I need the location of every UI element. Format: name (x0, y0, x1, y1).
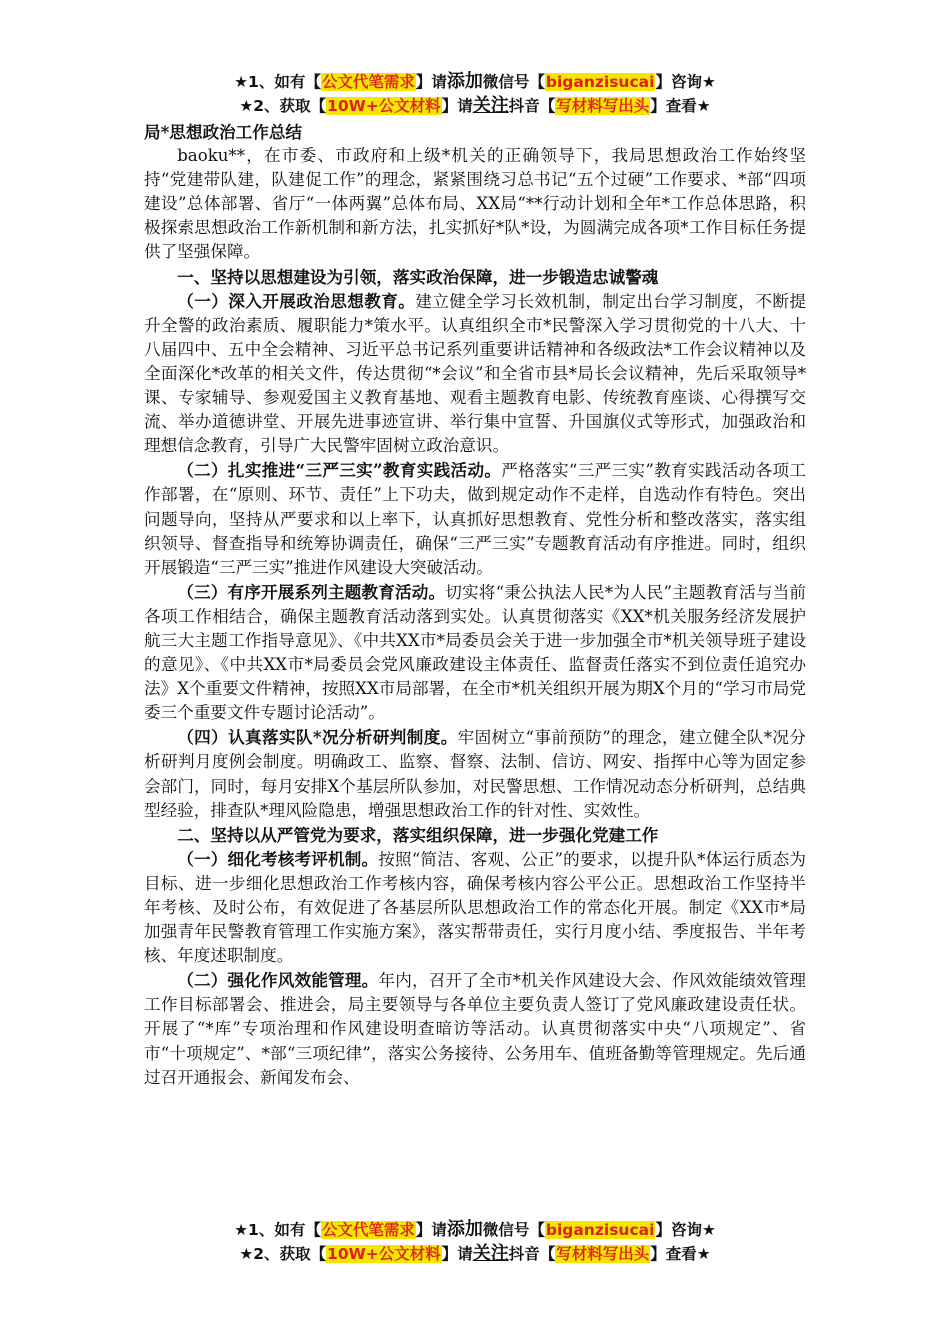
banner-text: 微信号【 (482, 73, 545, 91)
banner-text: ★1、如有【 (234, 1221, 321, 1239)
banner-highlight: biganzisucai (545, 1221, 655, 1239)
banner-highlight: biganzisucai (545, 73, 655, 91)
promo-banner-bottom-line1 (0, 1218, 950, 1242)
paragraph (144, 580, 806, 726)
banner-highlight: 公文代笔需求 (321, 73, 415, 91)
banner-highlight: 写材料写出头 (556, 97, 650, 115)
banner-text: 】查看★ (650, 97, 711, 115)
paragraph (144, 725, 806, 822)
paragraph-text: 年内，召开了全市*机关作风建设大会、作风效能绩效管理工作目标部署会、推进会，局主要领导与各单位主要负责人签订了党风廉政建设责任状。开展了“*库”专项治理和作风建设明查暗访等活动。认真贯彻落实中央“八项规定”、省市“十项规定”、*部“三项纪律”，落实公务接待、公务用车、值班备勤等管理规定。先后通过召开通报会、新闻发布会、 (144, 971, 807, 1087)
banner-highlight: 10W+公文材料 (327, 97, 441, 115)
subsection-heading: （一）细化考核考评机制。 (177, 848, 379, 869)
banner-emphasis: 添加 (446, 1219, 483, 1240)
paragraph-text: 切实将“秉公执法人民*为人民”主题教育活与当前各项工作相结合，确保主题教育活动落到实处。认真贯彻落实《XX*机关服务经济发展护航三大主题工作指导意见》、《中共XX市*局委员会关于进一步加强全市*机关领导班子建设的意见》、《中共XX市*局委员会党风廉政建设主体责任、监督责任落实不到位责任追究办法》X个重要文件精神，按照XX市局部署，在全市*机关组织开展为期X个月的“学习市局党委三个重要文件专题讨论活动”。 (144, 582, 807, 723)
subsection-heading: （一）深入开展政治思想教育。 (177, 290, 416, 311)
banner-text: 抖音【 (508, 1245, 556, 1263)
section-heading-2: 二、坚持以从严管党为要求，落实组织保障，进一步强化党建工作 (177, 824, 659, 845)
banner-text: 微信号【 (482, 1221, 545, 1239)
banner-emphasis: 添加 (446, 71, 483, 92)
banner-text: ★2、获取【 (239, 97, 327, 115)
promo-banner-top-line1 (0, 70, 950, 94)
subsection-heading: （二）扎实推进“三严三实”教育实践活动。 (177, 460, 502, 481)
subsection-heading: （三）有序开展系列主题教育活动。 (177, 581, 446, 602)
paragraph-text: 建立健全学习长效机制，制定出台学习制度，不断提升全警的政治素质、履职能力*策水平。认真组织全市*民警深入学习贯彻党的十八大、十八届四中、五中全会精神、习近平总书记系列重要讲话精神和各级政法*工作会议精神以及全面深化*改革的相关文件，传达贯彻“*会议”和全省市县*局长会议精神，先后采取领导*课、专家辅导、参观爱国主义教育基地、观看主题教育电影、传统教育座谈、心得撰写交流、举办道德讲堂、开展先进事迹宣讲、举行集中宣誓、升国旗仪式等形式，加强政治和理想信念教育，引导广大民警牢固树立政治意识。 (144, 291, 807, 456)
paragraph (144, 458, 806, 579)
banner-text: 】查看★ (650, 1245, 711, 1263)
banner-text: 】请 (415, 1221, 447, 1239)
banner-text: 抖音【 (508, 97, 556, 115)
section-heading-1: 一、坚持以思想建设为引领，落实政治保障，进一步锻造忠诚警魂 (177, 266, 659, 287)
banner-text: 】请 (441, 1245, 473, 1263)
banner-text: 】请 (415, 73, 447, 91)
banner-text: 】咨询★ (655, 73, 716, 91)
banner-emphasis: 关注 (472, 1243, 509, 1264)
subsection-heading: （四）认真落实队*况分析研判制度。 (177, 727, 458, 748)
paragraph-text: 牢固树立“事前预防”的理念，建立健全队*况分析研判月度例会制度。明确政工、监察、督察、法制、信访、网安、指挥中心等为固定参会部门，同时，每月安排X个基层所队参加，对民警思想、工作情况动态分析研判，总结典型经验，排查队*理风险隐患，增强思想政治工作的针对性、实效性。 (144, 728, 806, 820)
banner-text: 】请 (441, 97, 473, 115)
intro-paragraph: baoku**，在市委、市政府和上级*机关的正确领导下，我局思想政治工作始终坚持“党建带队建，队建促工作”的理念，紧紧围绕习总书记“五个过硬”工作要求、*部“四项建设”总体部署、省厅“一体两翼”总体布局、XX局“**行动计划和全年*工作总体思路，积极探索思想政治工作新机制和新方法，扎实抓好*队*设，为圆满完成各项*工作目标任务提供了坚强保障。 (144, 146, 806, 262)
paragraph-text: 严格落实“三严三实”教育实践活动各项工作部署，在“原则、环节、责任”上下功夫，做到规定动作不走样，自选动作有特色。突出问题导向，坚持从严要求和以上率下，认真抓好思想教育、党性分析和整改落实，落实组织领导、督查指导和统筹协调责任，确保“三严三实”专题教育活动有序推进。同时，组织开展锻造“三严三实”推进作风建设大突破活动。 (144, 461, 806, 577)
paragraph-text: 按照“简洁、客观、公正”的要求，以提升队*体运行质态为目标、进一步细化思想政治工作考核内容，确保考核内容公平公正。思想政治工作坚持半年考核、及时公布，有效促进了各基层所队思想政治工作的常态化开展。制定《XX市*局加强青年民警教育管理工作实施方案》，落实帮带责任，实行月度小结、季度报告、半年考核、年度述职制度。 (144, 849, 807, 966)
paragraph (144, 289, 806, 459)
document-body (144, 120, 806, 1090)
subsection-heading: （二）强化作风效能管理。 (177, 970, 379, 991)
banner-highlight: 10W+公文材料 (327, 1245, 441, 1263)
document-title: 局*思想政治工作总结 (144, 122, 303, 142)
banner-emphasis: 关注 (472, 95, 509, 116)
banner-text: ★2、获取【 (239, 1245, 327, 1263)
banner-text: ★1、如有【 (234, 73, 321, 91)
paragraph (144, 968, 806, 1089)
promo-banner-top-line2 (0, 94, 950, 118)
banner-highlight: 写材料写出头 (556, 1245, 650, 1263)
banner-highlight: 公文代笔需求 (321, 1221, 415, 1239)
promo-banner-bottom-line2 (0, 1242, 950, 1266)
banner-text: 】咨询★ (655, 1221, 716, 1239)
paragraph (144, 847, 806, 968)
